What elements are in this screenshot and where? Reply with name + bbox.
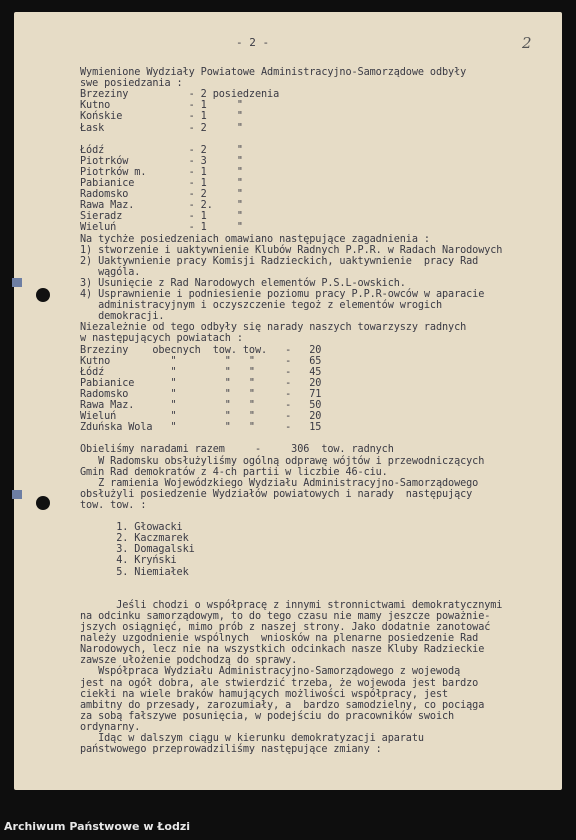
text-line: jest na ogół dobra, ale stwierdzić trzeba, że wojewoda jest bardzo	[80, 677, 479, 689]
text-line: Pabianice " " " - 20	[80, 377, 322, 389]
archive-name: Archiwum Państwowe w Łodzi	[4, 820, 191, 833]
text-line: Współpraca Wydziału Administracyjno-Samorządowego z wojewodą	[80, 666, 461, 678]
text-line: w następujących powiatach :	[80, 333, 243, 345]
text-line: Obieliśmy naradami razem - 306 tow. radnych	[80, 444, 394, 456]
text-line: na odcinku samorządowym, to do tego czasu nie mamy jeszcze poważnie-	[80, 610, 491, 622]
text-line: obsłużyli posiedzenie Wydziałów powiatowych i narady następujący	[80, 488, 473, 500]
text-line: Radomsko " " " - 71	[80, 388, 322, 400]
text-line: Wieluń - 1 "	[80, 222, 243, 234]
text-line: ciekłi na wiele braków hamujących możliwości współpracy, jest	[80, 688, 449, 700]
text-line: państwowego przeprowadziliśmy następujące zmiany :	[80, 744, 382, 756]
text-line: Piotrków m. - 1 "	[80, 166, 243, 178]
text-line: wągóla.	[80, 266, 141, 278]
punch-hole	[36, 288, 50, 302]
text-line: 3) Usunięcie z Rad Narodowych elementów P.S.L-owskich.	[80, 277, 406, 289]
text-line: Brzeziny - 2 posiedzenia	[80, 89, 280, 101]
binding-tab	[12, 278, 22, 287]
text-line: Radomsko - 2 "	[80, 189, 243, 201]
text-line: ordynarny.	[80, 721, 141, 733]
text-line: Łódź - 2 "	[80, 144, 243, 156]
page-number: - 2 -	[236, 36, 270, 49]
text-line: za sobą fałszywe posunięcia, w podejściu do pracowników swoich	[80, 710, 455, 722]
text-line: W Radomsku obsłużyliśmy ogólną odprawę wójtów i przewodniczących	[80, 455, 485, 467]
text-line: Niezależnie od tego odbyły się narady naszych towarzyszy radnych	[80, 322, 467, 334]
punch-hole	[36, 496, 50, 510]
text-line: Pabianice - 1 "	[80, 178, 243, 189]
text-line: Gmin Rad demokratów z 4-ch partii w liczbie 46-ciu.	[80, 466, 388, 478]
text-line: 3. Domagalski	[80, 544, 195, 556]
text-line: 1) stworzenie i uaktywnienie Klubów Radnych P.P.R. w Radach Narodowych	[80, 244, 503, 256]
text-line: Rawa Maz. - 2. "	[80, 200, 243, 212]
text-line: 1. Głowacki	[80, 522, 183, 534]
text-line: 5. Niemiałek	[80, 566, 189, 578]
text-line: Piotrków - 3 "	[80, 155, 243, 167]
text-line: Idąc w dalszym ciągu w kierunku demokratyzacji aparatu	[80, 733, 424, 744]
text-line: Łask - 2 "	[80, 122, 243, 134]
text-line: swe posiedzania :	[80, 78, 183, 90]
text-line: 2) Uaktywnienie pracy Komisji Radzieckich, uaktywnienie pracy Rad	[80, 255, 479, 267]
text-line: zawsze ułożenie podchodzą do sprawy.	[80, 655, 298, 667]
text-line: Końskie - 1 "	[80, 111, 243, 123]
text-line: Zduńska Wola " " " - 15	[80, 422, 322, 434]
text-line: Wymienione Wydziały Powiatowe Administracyjno-Samorządowe odbyły	[80, 67, 467, 78]
text-line: 4) Usprawnienie i podniesienie poziomu pracy P.P.R-owców w aparacie	[80, 289, 485, 300]
text-line: Na tychże posiedzeniach omawiano następujące zagadnienia :	[80, 233, 430, 245]
text-line: Wieluń " " " - 20	[80, 411, 322, 423]
text-line: tow. tow. :	[80, 499, 147, 511]
text-line: 4. Kryński	[80, 555, 177, 567]
text-line: 2. Kaczmarek	[80, 533, 189, 545]
text-line: należy uzgodnienie wspólnych wniosków na plenarne posiedzenie Rad	[80, 633, 479, 645]
text-line: Z ramienia Wojewódzkiego Wydziału Administracyjno-Samorządowego	[80, 477, 479, 489]
text-line: Brzeziny obecnych tow. tow. - 20	[80, 344, 322, 356]
text-line: Kutno - 1 "	[80, 100, 243, 112]
archive-footer	[0, 815, 576, 840]
text-line: Jeśli chodzi o współpracę z innymi stronnictwami demokratycznymi	[80, 599, 503, 611]
text-line: Łódź " " " - 45	[80, 366, 322, 378]
text-line: ambitny do przesady, zarozumiały, a bardzo samodzielny, co pociąga	[80, 699, 485, 711]
text-line: jszych osiągnięć, mimo prób z naszej strony. Jako dodatnie zanotować	[80, 622, 491, 633]
handwritten-page-mark: 2	[522, 34, 532, 52]
text-line: Narodowych, lecz nie na wszystkich odcinkach nasze Kluby Radzieckie	[80, 644, 485, 656]
binding-tab	[12, 490, 22, 499]
text-line: Kutno " " " - 65	[80, 355, 322, 367]
text-line: Rawa Maz. " " " - 50	[80, 400, 322, 411]
text-line: Sieradz - 1 "	[80, 211, 243, 223]
text-line: demokracji.	[80, 311, 165, 323]
text-line: administracyjnym i oczyszczenie tegoż z elementów wrogich	[80, 300, 443, 312]
